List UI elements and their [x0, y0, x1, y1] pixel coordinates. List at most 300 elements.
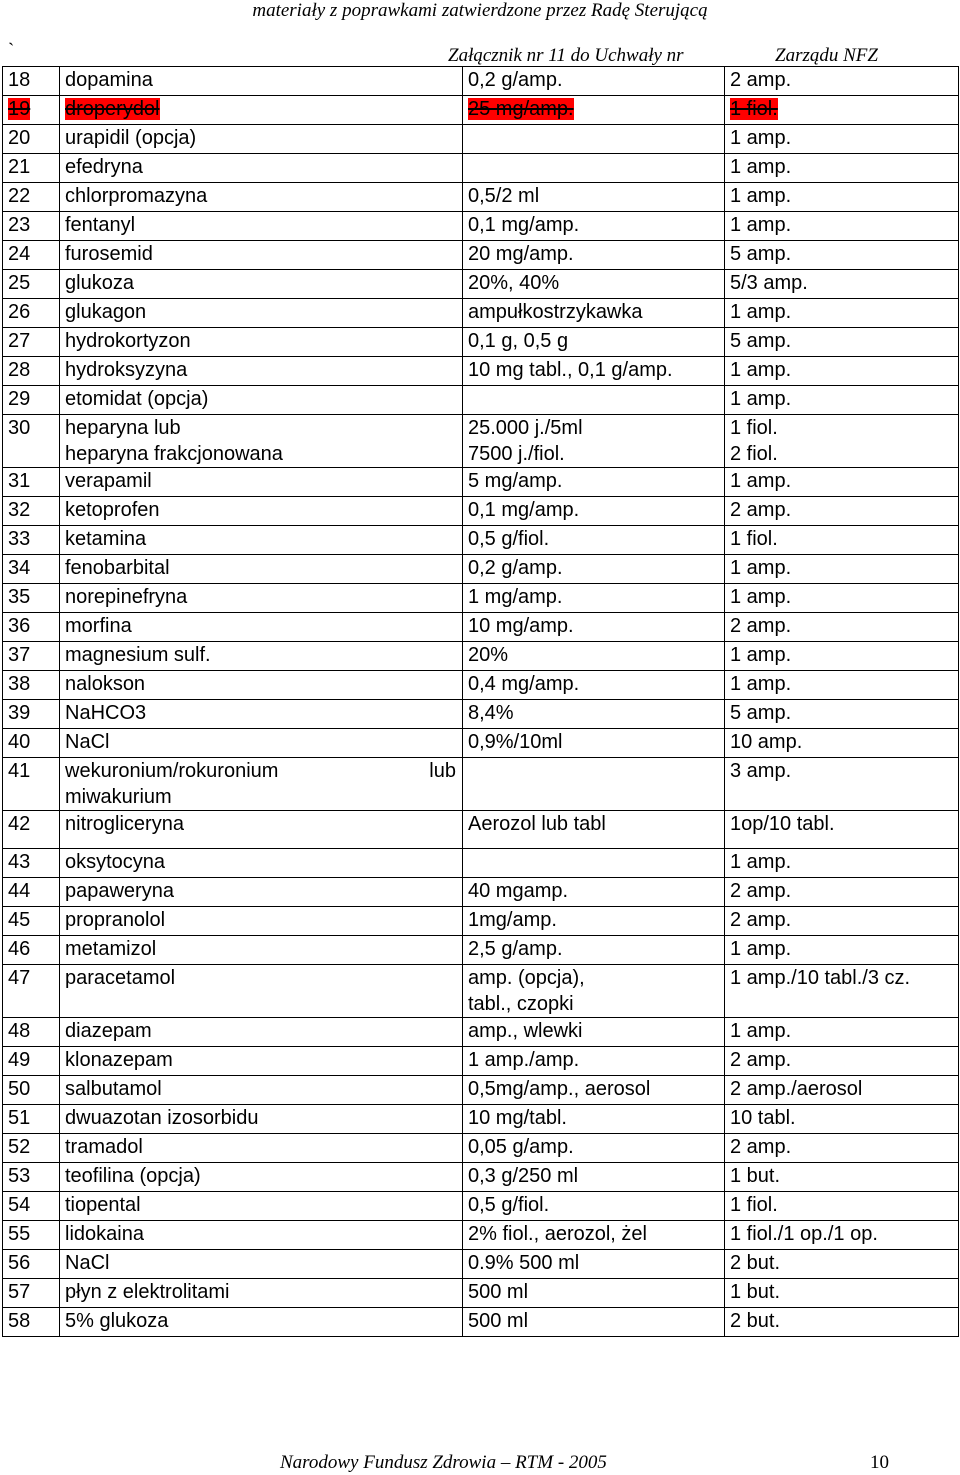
drug-form-cell	[463, 642, 725, 671]
table-row	[3, 1308, 959, 1337]
drug-quantity-cell	[725, 758, 959, 811]
table-row	[3, 241, 959, 270]
drug-quantity-cell	[725, 328, 959, 357]
row-number: 30	[8, 417, 31, 439]
row-number: 50	[8, 1078, 31, 1100]
drug-name-cell	[60, 299, 463, 328]
drug-quantity: 1 amp.	[730, 359, 792, 381]
table-row	[3, 1018, 959, 1047]
row-number-cell	[3, 299, 60, 328]
drug-form: 1mg/amp.	[468, 909, 557, 931]
drug-quantity: 2 amp.	[730, 499, 792, 521]
table-row	[3, 1105, 959, 1134]
table-row	[3, 497, 959, 526]
drug-form-cell	[463, 212, 725, 241]
table-row	[3, 328, 959, 357]
row-number-cell	[3, 671, 60, 700]
table-row	[3, 878, 959, 907]
drug-name: dwuazotan izosorbidu	[65, 1107, 259, 1129]
drug-form: 0,2 g/amp.	[468, 557, 563, 579]
drug-quantity: 5/3 amp.	[730, 272, 808, 294]
drug-quantity-cell	[725, 1279, 959, 1308]
drug-name: NaCl	[65, 1252, 110, 1274]
drug-name-cell	[60, 468, 463, 497]
row-number: 54	[8, 1194, 31, 1216]
drug-name-cell	[60, 700, 463, 729]
drug-name: hydrokortyzon	[65, 330, 191, 352]
row-number: 28	[8, 359, 31, 381]
drug-quantity-cell	[725, 811, 959, 849]
drug-quantity-cell	[725, 1105, 959, 1134]
drug-name-cell	[60, 1250, 463, 1279]
table-row	[3, 700, 959, 729]
row-number: 39	[8, 702, 31, 724]
drug-form: 500 ml	[468, 1281, 529, 1303]
drug-form: amp., wlewki	[468, 1020, 583, 1042]
table-row	[3, 907, 959, 936]
table-row	[3, 183, 959, 212]
row-number: 33	[8, 528, 31, 550]
row-number-cell	[3, 1076, 60, 1105]
drug-name-cell	[60, 1018, 463, 1047]
drug-quantity: 2 amp.	[730, 1136, 792, 1158]
row-number-cell	[3, 878, 60, 907]
row-number-cell	[3, 386, 60, 415]
row-number: 48	[8, 1020, 31, 1042]
drug-quantity: 1 fiol.	[730, 528, 778, 550]
drug-name: norepinefryna	[65, 586, 188, 608]
drug-quantity: 10 tabl.	[730, 1107, 796, 1129]
row-number-cell	[3, 700, 60, 729]
drug-name: chlorpromazyna	[65, 185, 208, 207]
drug-form: 0,5 g/fiol.	[468, 1194, 550, 1216]
row-number: 22	[8, 185, 31, 207]
drug-quantity: 1 fiol.	[730, 98, 778, 120]
table-row	[3, 811, 959, 849]
drug-quantity: 10 amp.	[730, 731, 803, 753]
row-number: 34	[8, 557, 31, 579]
drug-form: 0,05 g/amp.	[468, 1136, 574, 1158]
row-number: 53	[8, 1165, 31, 1187]
drug-name-cell	[60, 386, 463, 415]
drug-quantity-cell	[725, 1163, 959, 1192]
table-row	[3, 125, 959, 154]
row-number-cell	[3, 1221, 60, 1250]
table-row	[3, 729, 959, 758]
drug-name: metamizol	[65, 938, 157, 960]
drug-name: teofilina (opcja)	[65, 1165, 201, 1187]
drug-quantity-cell	[725, 584, 959, 613]
table-row	[3, 526, 959, 555]
drug-quantity-cell	[725, 1018, 959, 1047]
table-row	[3, 468, 959, 497]
table-row	[3, 1163, 959, 1192]
drug-name-cell	[60, 1076, 463, 1105]
drug-form: Aerozol lub tabl	[468, 813, 606, 835]
drug-name: verapamil	[65, 470, 152, 492]
drug-name: klonazepam	[65, 1049, 173, 1071]
row-number-cell	[3, 415, 60, 468]
drug-quantity: 2 amp./aerosol	[730, 1078, 863, 1100]
drug-quantity: 1 amp.	[730, 938, 792, 960]
drug-name: nalokson	[65, 673, 146, 695]
drug-name: oksytocyna	[65, 851, 166, 873]
drug-quantity: 1 amp.	[730, 1020, 792, 1042]
drug-name: paracetamol	[65, 967, 176, 989]
row-number-cell	[3, 526, 60, 555]
drug-name: heparyna lub heparyna frakcjonowana	[65, 417, 283, 465]
drug-form-cell	[463, 67, 725, 96]
drug-quantity-cell	[725, 125, 959, 154]
drug-quantity-cell	[725, 700, 959, 729]
drug-quantity-cell	[725, 642, 959, 671]
row-number: 40	[8, 731, 31, 753]
drug-quantity-cell	[725, 1308, 959, 1337]
row-number-cell	[3, 758, 60, 811]
drug-form-cell	[463, 299, 725, 328]
drug-quantity-cell	[725, 1134, 959, 1163]
drug-form-cell	[463, 700, 725, 729]
row-number-cell	[3, 936, 60, 965]
table-row	[3, 154, 959, 183]
drug-name-cell	[60, 1134, 463, 1163]
drug-name: papaweryna	[65, 880, 174, 902]
drug-quantity: 1 amp.	[730, 557, 792, 579]
drug-quantity-cell	[725, 555, 959, 584]
drug-form: 0,1 mg/amp.	[468, 214, 580, 236]
row-number-cell	[3, 67, 60, 96]
drug-name-cell	[60, 415, 463, 468]
row-number: 52	[8, 1136, 31, 1158]
drug-form-cell	[463, 468, 725, 497]
drug-form-cell	[463, 811, 725, 849]
drug-quantity-cell	[725, 212, 959, 241]
drug-quantity-cell	[725, 67, 959, 96]
drug-name: NaHCO3	[65, 702, 147, 724]
drug-form: 0,1 mg/amp.	[468, 499, 580, 521]
drug-name-cell	[60, 183, 463, 212]
row-number: 51	[8, 1107, 31, 1129]
drug-form: 0,5 g/fiol.	[468, 528, 550, 550]
row-number: 29	[8, 388, 31, 410]
drug-form-cell	[463, 878, 725, 907]
drug-form: 0,1 g, 0,5 g	[468, 330, 569, 352]
table-row	[3, 299, 959, 328]
drug-quantity: 1 but.	[730, 1281, 781, 1303]
drug-quantity: 1 but.	[730, 1165, 781, 1187]
table-row	[3, 1192, 959, 1221]
table-row	[3, 1250, 959, 1279]
drug-quantity-cell	[725, 849, 959, 878]
drug-name: płyn z elektrolitami	[65, 1281, 230, 1303]
table-row	[3, 386, 959, 415]
table-row	[3, 584, 959, 613]
row-number-cell	[3, 811, 60, 849]
drug-form-cell	[463, 1308, 725, 1337]
row-number-cell	[3, 1308, 60, 1337]
row-number-cell	[3, 1105, 60, 1134]
table-row	[3, 67, 959, 96]
drug-name-cell	[60, 671, 463, 700]
drug-form: 0,4 mg/amp.	[468, 673, 580, 695]
drug-name-cell	[60, 936, 463, 965]
drug-form-cell	[463, 729, 725, 758]
drug-form: 0,9%/10ml	[468, 731, 563, 753]
row-number-cell	[3, 270, 60, 299]
drug-form: 500 ml	[468, 1310, 529, 1332]
drug-name-cell	[60, 849, 463, 878]
row-number: 24	[8, 243, 31, 265]
row-number-cell	[3, 154, 60, 183]
row-number-cell	[3, 1279, 60, 1308]
row-number: 35	[8, 586, 31, 608]
drug-form-cell	[463, 1279, 725, 1308]
row-number-cell	[3, 468, 60, 497]
row-number: 58	[8, 1310, 31, 1332]
drug-name-cell	[60, 526, 463, 555]
drug-quantity-cell	[725, 96, 959, 125]
row-number-cell	[3, 849, 60, 878]
drug-quantity: 1 amp.	[730, 470, 792, 492]
drug-name-cell	[60, 729, 463, 758]
drug-name-cell	[60, 328, 463, 357]
drug-form-cell	[463, 965, 725, 1018]
drug-quantity: 2 but.	[730, 1252, 781, 1274]
drug-name: NaCl	[65, 731, 110, 753]
drug-name-cell	[60, 555, 463, 584]
drug-quantity: 2 amp.	[730, 1049, 792, 1071]
drug-quantity: 1 amp.	[730, 673, 792, 695]
drug-form: 0,5/2 ml	[468, 185, 540, 207]
drug-form-cell	[463, 936, 725, 965]
drug-form-cell	[463, 497, 725, 526]
footer-text: Narodowy Fundusz Zdrowia – RTM - 2005	[280, 1452, 607, 1473]
board-label: Zarządu NFZ	[775, 45, 878, 66]
row-number-cell	[3, 1250, 60, 1279]
drug-form: 5 mg/amp.	[468, 470, 563, 492]
drug-form-cell	[463, 415, 725, 468]
row-number-cell	[3, 729, 60, 758]
drug-quantity-cell	[725, 526, 959, 555]
drug-form-cell	[463, 1221, 725, 1250]
row-number-cell	[3, 613, 60, 642]
drug-form-cell	[463, 526, 725, 555]
drug-quantity-cell	[725, 729, 959, 758]
drug-quantity-cell	[725, 613, 959, 642]
drug-form-cell	[463, 1192, 725, 1221]
row-number-cell	[3, 357, 60, 386]
drug-name: efedryna	[65, 156, 143, 178]
drug-name: wekuronium/rokuronium miwakurium	[65, 760, 279, 808]
drug-name-cell	[60, 584, 463, 613]
page-number: 10	[870, 1452, 889, 1473]
row-number-cell	[3, 1134, 60, 1163]
table-row	[3, 415, 959, 468]
drug-name-cell	[60, 758, 463, 811]
drug-quantity-cell	[725, 386, 959, 415]
drug-quantity: 1 amp.	[730, 156, 792, 178]
drug-quantity-cell	[725, 241, 959, 270]
row-number-cell	[3, 555, 60, 584]
drug-form: 20 mg/amp.	[468, 243, 574, 265]
row-number: 47	[8, 967, 31, 989]
drug-name-cell	[60, 1221, 463, 1250]
drug-form: 1 amp./amp.	[468, 1049, 580, 1071]
drug-name: urapidil (opcja)	[65, 127, 197, 149]
drug-name: hydroksyzyna	[65, 359, 188, 381]
table-row	[3, 1134, 959, 1163]
drug-quantity: 2 amp.	[730, 880, 792, 902]
drug-quantity: 1 amp.	[730, 185, 792, 207]
drug-name-cell	[60, 125, 463, 154]
row-number: 57	[8, 1281, 31, 1303]
table-row	[3, 1047, 959, 1076]
drug-form-cell	[463, 1134, 725, 1163]
drug-form-cell	[463, 1047, 725, 1076]
table-row	[3, 613, 959, 642]
table-row	[3, 849, 959, 878]
drug-quantity: 1 amp./10 tabl./3 cz.	[730, 967, 911, 989]
table-row	[3, 642, 959, 671]
drug-form: ampułkostrzykawka	[468, 301, 643, 323]
drug-quantity: 1 amp.	[730, 388, 792, 410]
drug-quantity-cell	[725, 671, 959, 700]
drug-name-cell	[60, 1105, 463, 1134]
drug-name-cell	[60, 357, 463, 386]
drug-quantity-cell	[725, 154, 959, 183]
drug-quantity: 1 amp.	[730, 214, 792, 236]
table-row	[3, 96, 959, 125]
drug-name: furosemid	[65, 243, 153, 265]
drug-name-cell	[60, 1163, 463, 1192]
table-row	[3, 555, 959, 584]
drug-form-cell	[463, 671, 725, 700]
drug-form: 2,5 g/amp.	[468, 938, 563, 960]
row-number-cell	[3, 584, 60, 613]
drug-name-cell	[60, 878, 463, 907]
attachment-label: Załącznik nr 11 do Uchwały nr	[448, 45, 684, 66]
drug-form-cell	[463, 241, 725, 270]
drug-quantity-cell	[725, 1192, 959, 1221]
drug-table-body	[3, 67, 959, 1337]
drug-name-cell	[60, 907, 463, 936]
drug-name: nitrogliceryna	[65, 813, 184, 835]
row-number: 42	[8, 813, 31, 835]
drug-quantity: 1 amp.	[730, 851, 792, 873]
drug-name: glukagon	[65, 301, 147, 323]
drug-form-cell	[463, 1076, 725, 1105]
drug-form-cell	[463, 357, 725, 386]
row-number: 46	[8, 938, 31, 960]
drug-name-cell	[60, 811, 463, 849]
drug-name-cell	[60, 497, 463, 526]
row-number: 31	[8, 470, 31, 492]
header-note: materiały z poprawkami zatwierdzone przez Radę Sterującą	[252, 0, 708, 21]
drug-name-cell	[60, 154, 463, 183]
row-number: 19	[8, 98, 31, 120]
row-number: 25	[8, 272, 31, 294]
drug-name: propranolol	[65, 909, 166, 931]
table-row	[3, 357, 959, 386]
drug-name: magnesium sulf.	[65, 644, 211, 666]
row-number-cell	[3, 907, 60, 936]
drug-form-cell	[463, 584, 725, 613]
drug-form: 20%, 40%	[468, 272, 560, 294]
drug-quantity: 1 amp.	[730, 644, 792, 666]
drug-form: 25 mg/amp.	[468, 98, 574, 120]
drug-form-cell	[463, 183, 725, 212]
row-number-cell	[3, 125, 60, 154]
drug-quantity: 2 amp.	[730, 909, 792, 931]
drug-quantity: 5 amp.	[730, 243, 792, 265]
drug-quantity: 1 amp.	[730, 586, 792, 608]
row-number-cell	[3, 965, 60, 1018]
drug-quantity-cell	[725, 907, 959, 936]
drug-name: 5% glukoza	[65, 1310, 169, 1332]
drug-name-cell	[60, 1308, 463, 1337]
table-row	[3, 1076, 959, 1105]
drug-quantity: 1 amp.	[730, 127, 792, 149]
drug-name-cell	[60, 613, 463, 642]
drug-name: diazepam	[65, 1020, 152, 1042]
drug-form: 25.000 j./5ml 7500 j./fiol.	[468, 417, 583, 465]
drug-name-cell	[60, 1279, 463, 1308]
drug-form-cell	[463, 1250, 725, 1279]
drug-form-cell	[463, 555, 725, 584]
drug-quantity-cell	[725, 878, 959, 907]
drug-form-cell	[463, 125, 725, 154]
drug-quantity-cell	[725, 299, 959, 328]
drug-name: ketoprofen	[65, 499, 160, 521]
table-row	[3, 758, 959, 811]
drug-quantity-cell	[725, 183, 959, 212]
drug-quantity-cell	[725, 1076, 959, 1105]
drug-form: 10 mg tabl., 0,1 g/amp.	[468, 359, 673, 381]
row-number: 45	[8, 909, 31, 931]
row-number: 23	[8, 214, 31, 236]
drug-quantity: 2 but.	[730, 1310, 781, 1332]
drug-form-cell	[463, 154, 725, 183]
drug-quantity-cell	[725, 415, 959, 468]
drug-form-cell	[463, 849, 725, 878]
drug-form: 0,5mg/amp., aerosol	[468, 1078, 651, 1100]
row-number-cell	[3, 328, 60, 357]
drug-name: etomidat (opcja)	[65, 388, 209, 410]
drug-name: glukoza	[65, 272, 134, 294]
drug-form-cell	[463, 758, 725, 811]
drug-name: dopamina	[65, 69, 153, 91]
drug-form: 10 mg/amp.	[468, 615, 574, 637]
drug-name: ketamina	[65, 528, 147, 550]
drug-quantity-cell	[725, 468, 959, 497]
drug-table	[2, 66, 959, 1337]
drug-quantity: 5 amp.	[730, 702, 792, 724]
drug-form-cell	[463, 270, 725, 299]
drug-form-cell	[463, 1018, 725, 1047]
header-tick: `	[8, 40, 15, 61]
drug-form: 0,2 g/amp.	[468, 69, 563, 91]
row-number-cell	[3, 241, 60, 270]
drug-form: 40 mgamp.	[468, 880, 569, 902]
drug-quantity-cell	[725, 1250, 959, 1279]
row-number-cell	[3, 183, 60, 212]
drug-quantity-cell	[725, 1047, 959, 1076]
row-number-cell	[3, 642, 60, 671]
drug-form: 2% fiol., aerozol, żel	[468, 1223, 647, 1245]
drug-form-cell	[463, 613, 725, 642]
row-number: 55	[8, 1223, 31, 1245]
drug-quantity: 5 amp.	[730, 330, 792, 352]
